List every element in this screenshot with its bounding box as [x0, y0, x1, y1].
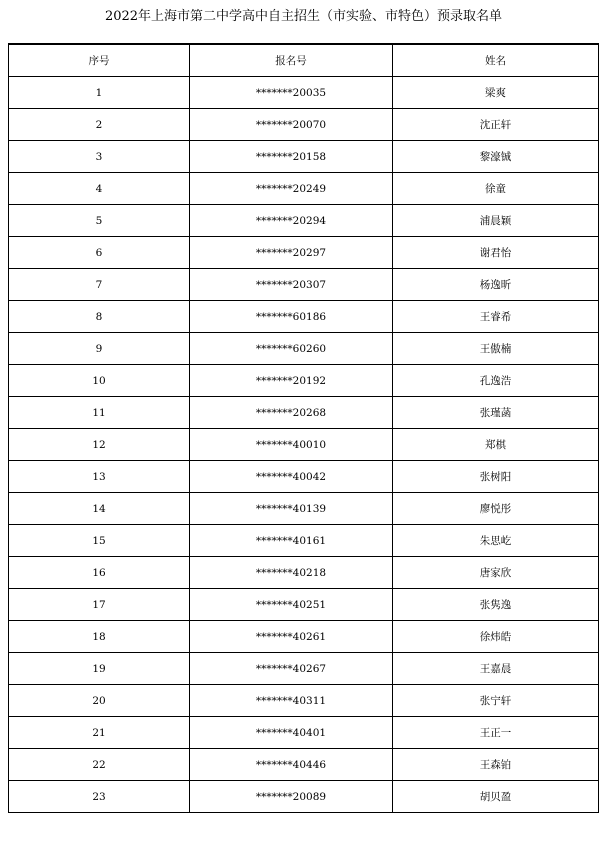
- cell-registration-number: *******40010: [190, 429, 393, 461]
- cell-serial-number: 14: [9, 493, 190, 525]
- cell-serial-number: 16: [9, 557, 190, 589]
- cell-name: 浦晨颖: [393, 205, 599, 237]
- cell-name: 杨逸昕: [393, 269, 599, 301]
- cell-name: 王森铂: [393, 749, 599, 781]
- header-name: 姓名: [393, 44, 599, 77]
- table-row: [9, 397, 599, 429]
- cell-serial-number: 13: [9, 461, 190, 493]
- cell-serial-number: 23: [9, 781, 190, 813]
- table-row: [9, 461, 599, 493]
- table-row: [9, 429, 599, 461]
- cell-name: 黎濠铖: [393, 141, 599, 173]
- cell-name: 张隽逸: [393, 589, 599, 621]
- table-row: [9, 749, 599, 781]
- cell-registration-number: *******20158: [190, 141, 393, 173]
- cell-registration-number: *******20294: [190, 205, 393, 237]
- cell-serial-number: 18: [9, 621, 190, 653]
- cell-name: 朱思屹: [393, 525, 599, 557]
- cell-serial-number: 2: [9, 109, 190, 141]
- cell-registration-number: *******40251: [190, 589, 393, 621]
- cell-serial-number: 9: [9, 333, 190, 365]
- cell-registration-number: *******40267: [190, 653, 393, 685]
- cell-registration-number: *******40042: [190, 461, 393, 493]
- cell-serial-number: 11: [9, 397, 190, 429]
- cell-serial-number: 8: [9, 301, 190, 333]
- cell-registration-number: *******20307: [190, 269, 393, 301]
- cell-name: 王睿希: [393, 301, 599, 333]
- cell-name: 王嘉晨: [393, 653, 599, 685]
- cell-serial-number: 6: [9, 237, 190, 269]
- cell-registration-number: *******20192: [190, 365, 393, 397]
- cell-registration-number: *******40218: [190, 557, 393, 589]
- cell-name: 孔逸浩: [393, 365, 599, 397]
- table-row: [9, 333, 599, 365]
- cell-serial-number: 20: [9, 685, 190, 717]
- table-row: [9, 205, 599, 237]
- table-row: [9, 269, 599, 301]
- table-body: [9, 77, 599, 813]
- cell-serial-number: 7: [9, 269, 190, 301]
- table-row: [9, 365, 599, 397]
- table-row: [9, 109, 599, 141]
- cell-registration-number: *******20070: [190, 109, 393, 141]
- header-registration-number: 报名号: [190, 44, 393, 77]
- cell-name: 张树阳: [393, 461, 599, 493]
- cell-registration-number: *******60260: [190, 333, 393, 365]
- table-row: [9, 781, 599, 813]
- table-row: [9, 525, 599, 557]
- cell-registration-number: *******20297: [190, 237, 393, 269]
- cell-name: 梁爽: [393, 77, 599, 109]
- cell-serial-number: 12: [9, 429, 190, 461]
- cell-name: 廖悦彤: [393, 493, 599, 525]
- cell-registration-number: *******40161: [190, 525, 393, 557]
- cell-name: 胡贝盈: [393, 781, 599, 813]
- cell-name: 王正一: [393, 717, 599, 749]
- table-row: [9, 237, 599, 269]
- cell-name: 沈正轩: [393, 109, 599, 141]
- cell-name: 王傲楠: [393, 333, 599, 365]
- cell-serial-number: 5: [9, 205, 190, 237]
- header-serial-number: 序号: [9, 44, 190, 77]
- cell-name: 徐童: [393, 173, 599, 205]
- cell-serial-number: 10: [9, 365, 190, 397]
- cell-registration-number: *******40261: [190, 621, 393, 653]
- cell-serial-number: 4: [9, 173, 190, 205]
- table-row: [9, 493, 599, 525]
- cell-serial-number: 19: [9, 653, 190, 685]
- table-row: [9, 77, 599, 109]
- cell-name: 唐家欣: [393, 557, 599, 589]
- table-row: [9, 717, 599, 749]
- cell-name: 张宁轩: [393, 685, 599, 717]
- cell-serial-number: 1: [9, 77, 190, 109]
- table-row: [9, 301, 599, 333]
- table-row: [9, 173, 599, 205]
- cell-registration-number: *******20249: [190, 173, 393, 205]
- cell-name: 张瑾菡: [393, 397, 599, 429]
- table-row: [9, 685, 599, 717]
- cell-registration-number: *******40446: [190, 749, 393, 781]
- table-row: [9, 653, 599, 685]
- table-row: [9, 621, 599, 653]
- cell-registration-number: *******40311: [190, 685, 393, 717]
- table-row: [9, 557, 599, 589]
- table-row: [9, 141, 599, 173]
- cell-serial-number: 3: [9, 141, 190, 173]
- cell-registration-number: *******40401: [190, 717, 393, 749]
- cell-serial-number: 17: [9, 589, 190, 621]
- cell-registration-number: *******20035: [190, 77, 393, 109]
- cell-registration-number: *******20089: [190, 781, 393, 813]
- cell-registration-number: *******40139: [190, 493, 393, 525]
- cell-name: 谢君怡: [393, 237, 599, 269]
- cell-serial-number: 21: [9, 717, 190, 749]
- cell-serial-number: 15: [9, 525, 190, 557]
- cell-registration-number: *******60186: [190, 301, 393, 333]
- admission-table: [8, 43, 599, 813]
- cell-name: 郑棋: [393, 429, 599, 461]
- table-header-row: [9, 44, 599, 77]
- table-row: [9, 589, 599, 621]
- cell-registration-number: *******20268: [190, 397, 393, 429]
- document-title: 2022年上海市第二中学高中自主招生（市实验、市特色）预录取名单: [104, 9, 503, 24]
- cell-serial-number: 22: [9, 749, 190, 781]
- cell-name: 徐炜皓: [393, 621, 599, 653]
